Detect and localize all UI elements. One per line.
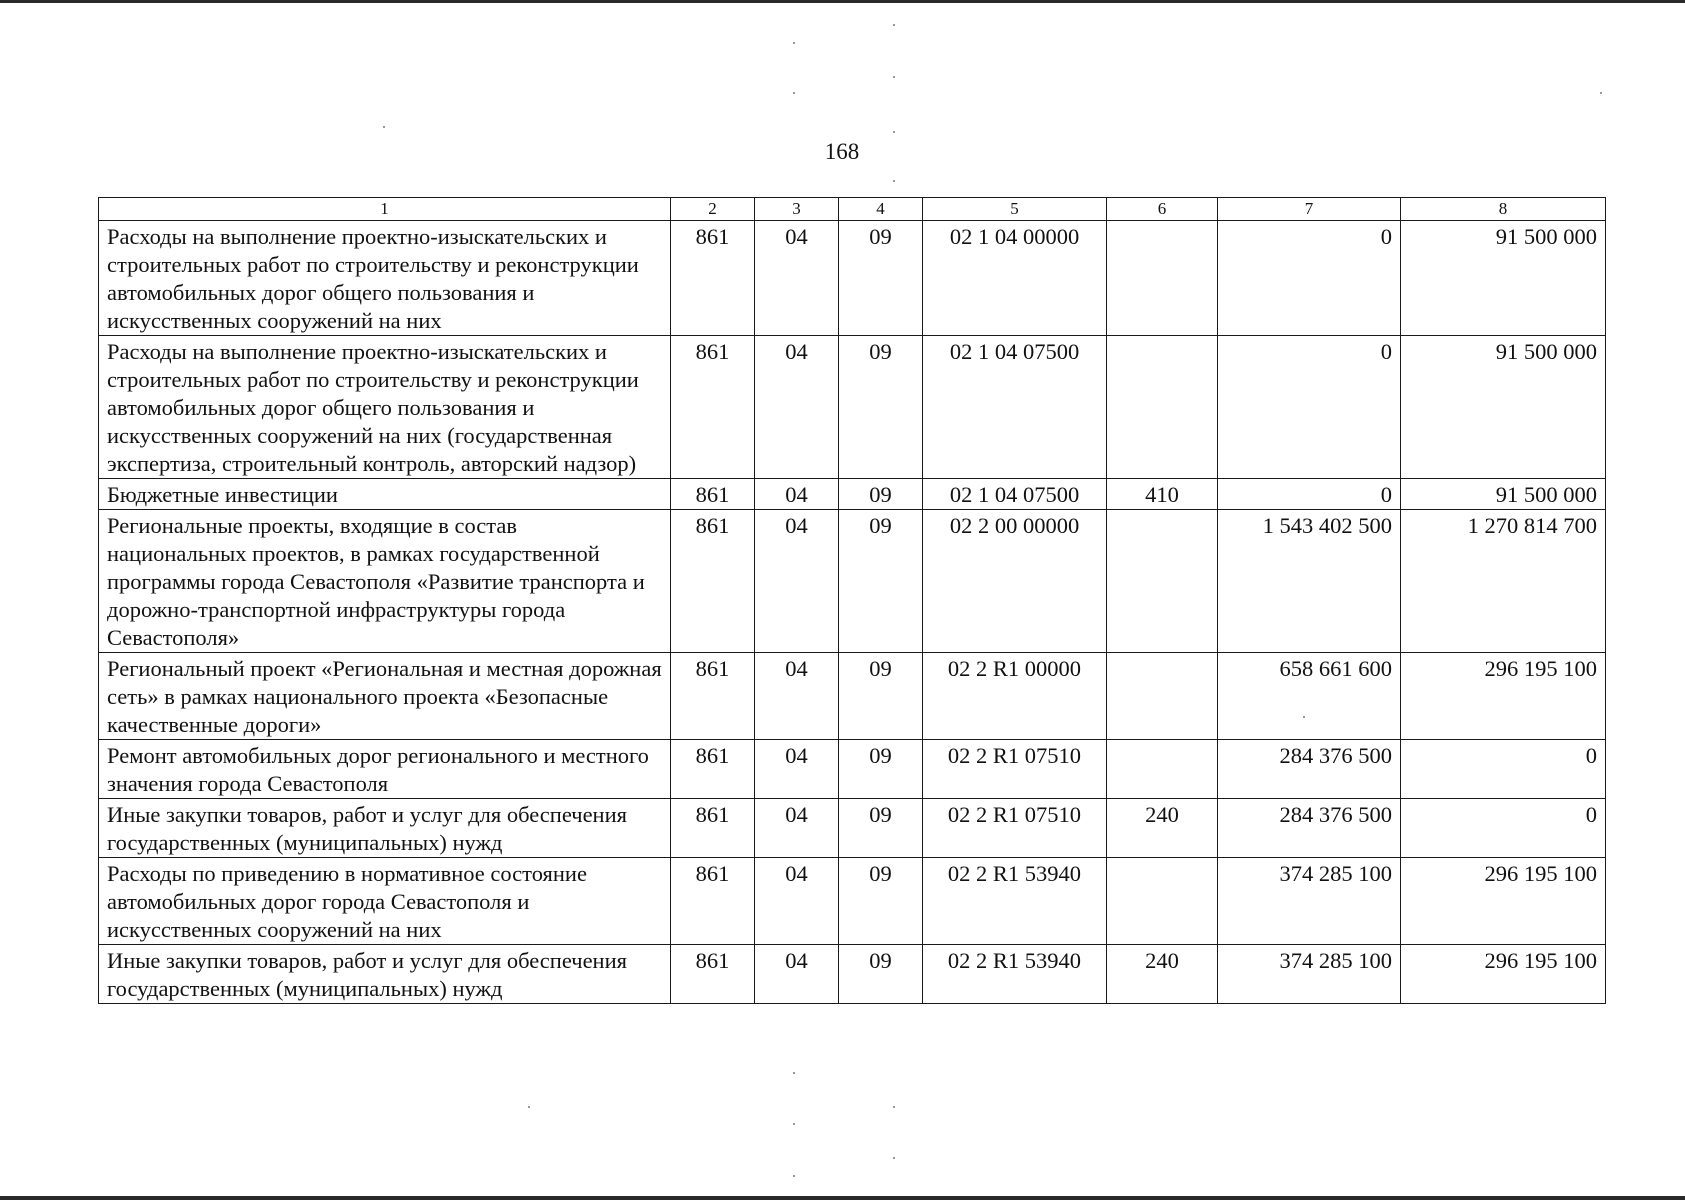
row-amount-8: 1 270 814 700 [1401,510,1606,653]
scan-edge-bottom [0,1196,1685,1200]
row-name: Иные закупки товаров, работ и услуг для обеспечения государственных (муниципальных) нужд [99,945,671,1004]
row-code-5: 02 1 04 00000 [923,221,1107,336]
row-name: Региональный проект «Региональная и местная дорожная сеть» в рамках национального проекта «Безопасные качественные дороги» [99,653,671,740]
row-name: Расходы по приведению в нормативное состояние автомобильных дорог города Севастополя и искусственных сооружений на них [99,858,671,945]
row-name: Иные закупки товаров, работ и услуг для обеспечения государственных (муниципальных) нужд [99,799,671,858]
row-code-4: 09 [839,510,923,653]
scan-speck [793,1123,795,1125]
scan-speck [893,1157,895,1159]
row-name: Ремонт автомобильных дорог регионального и местного значения города Севастополя [99,740,671,799]
row-code-2: 861 [671,858,755,945]
row-amount-7: 0 [1218,336,1401,479]
row-code-6 [1107,858,1218,945]
row-code-6: 410 [1107,479,1218,510]
row-code-2: 861 [671,479,755,510]
row-amount-8: 91 500 000 [1401,479,1606,510]
row-code-2: 861 [671,510,755,653]
scan-speck [793,42,795,44]
row-code-3: 04 [755,653,839,740]
row-code-2: 861 [671,336,755,479]
header-cell-7: 7 [1218,198,1401,221]
row-code-6 [1107,653,1218,740]
row-code-4: 09 [839,336,923,479]
scan-speck [383,126,385,128]
table-row [99,858,1606,945]
row-code-2: 861 [671,653,755,740]
row-amount-7: 0 [1218,479,1401,510]
scan-speck [893,180,895,182]
row-code-6: 240 [1107,945,1218,1004]
row-name: Расходы на выполнение проектно-изыскательских и строительных работ по строительству и реконструкции автомобильных дорог общего пользования и искусственных сооружений на них [99,221,671,336]
header-cell-4: 4 [839,198,923,221]
row-amount-8: 91 500 000 [1401,336,1606,479]
row-name: Расходы на выполнение проектно-изыскательских и строительных работ по строительству и реконструкции автомобильных дорог общего пользования и искусственных сооружений на них (государственная экспертиза, строительный контроль, авторский надзор) [99,336,671,479]
row-amount-8: 296 195 100 [1401,945,1606,1004]
scan-edge-top [0,0,1685,3]
table-row [99,740,1606,799]
row-code-2: 861 [671,945,755,1004]
row-code-5: 02 2 R1 07510 [923,740,1107,799]
row-amount-7: 0 [1218,221,1401,336]
row-code-3: 04 [755,221,839,336]
row-amount-8: 0 [1401,799,1606,858]
row-name: Бюджетные инвестиции [99,479,671,510]
row-code-6: 240 [1107,799,1218,858]
scan-speck [893,131,895,133]
row-code-2: 861 [671,221,755,336]
header-cell-1: 1 [99,198,671,221]
scan-speck [793,92,795,94]
row-code-5: 02 2 R1 53940 [923,858,1107,945]
row-amount-7: 284 376 500 [1218,799,1401,858]
table-row [99,221,1606,336]
scan-speck [1303,716,1305,718]
header-cell-5: 5 [923,198,1107,221]
row-amount-7: 1 543 402 500 [1218,510,1401,653]
row-code-2: 861 [671,740,755,799]
row-code-6 [1107,740,1218,799]
table-row [99,945,1606,1004]
page-number: 168 [824,139,860,164]
row-code-3: 04 [755,799,839,858]
scan-speck [893,1106,895,1108]
row-code-3: 04 [755,945,839,1004]
row-amount-8: 91 500 000 [1401,221,1606,336]
header-cell-6: 6 [1107,198,1218,221]
row-code-3: 04 [755,510,839,653]
budget-table [98,197,1606,1004]
row-code-4: 09 [839,740,923,799]
row-amount-7: 284 376 500 [1218,740,1401,799]
scan-speck [793,1175,795,1177]
row-amount-8: 296 195 100 [1401,858,1606,945]
row-code-5: 02 2 R1 00000 [923,653,1107,740]
row-code-5: 02 2 00 00000 [923,510,1107,653]
table-row [99,510,1606,653]
scan-speck [1600,92,1602,94]
row-code-3: 04 [755,479,839,510]
table-row [99,336,1606,479]
scan-speck [893,24,895,26]
header-row [99,198,1606,221]
table-row [99,653,1606,740]
header-cell-3: 3 [755,198,839,221]
row-code-4: 09 [839,858,923,945]
row-code-2: 861 [671,799,755,858]
row-code-4: 09 [839,479,923,510]
row-code-4: 09 [839,799,923,858]
table-row [99,479,1606,510]
header-cell-8: 8 [1401,198,1606,221]
table-row [99,799,1606,858]
scan-speck [528,1106,530,1108]
row-amount-7: 374 285 100 [1218,858,1401,945]
row-code-5: 02 2 R1 53940 [923,945,1107,1004]
row-code-4: 09 [839,221,923,336]
row-amount-8: 296 195 100 [1401,653,1606,740]
row-code-4: 09 [839,653,923,740]
row-code-6 [1107,221,1218,336]
row-name: Региональные проекты, входящие в состав национальных проектов, в рамках государственной программы города Севастополя «Развитие транспорта и дорожно-транспортной инфраструктуры города Севастополя» [99,510,671,653]
row-amount-7: 374 285 100 [1218,945,1401,1004]
row-code-5: 02 1 04 07500 [923,479,1107,510]
row-code-5: 02 1 04 07500 [923,336,1107,479]
row-code-3: 04 [755,858,839,945]
row-code-5: 02 2 R1 07510 [923,799,1107,858]
row-code-6 [1107,336,1218,479]
row-code-6 [1107,510,1218,653]
row-amount-7: 658 661 600 [1218,653,1401,740]
row-code-3: 04 [755,336,839,479]
row-amount-8: 0 [1401,740,1606,799]
row-code-4: 09 [839,945,923,1004]
scan-speck [793,1072,795,1074]
header-cell-2: 2 [671,198,755,221]
row-code-3: 04 [755,740,839,799]
scan-speck [893,76,895,78]
